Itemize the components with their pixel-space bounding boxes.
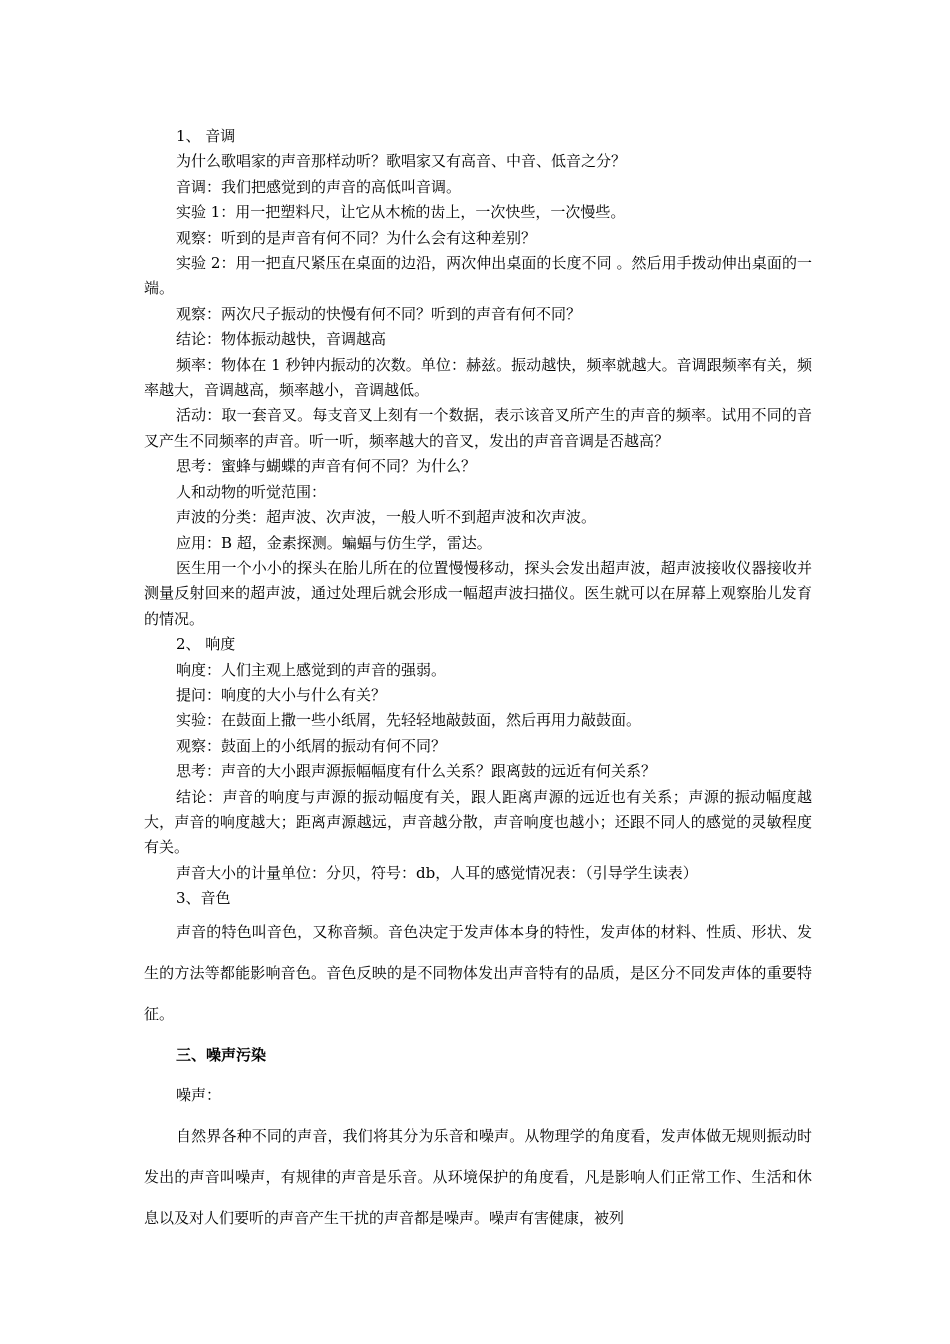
paragraph: 噪声： <box>176 1085 222 1104</box>
paragraph: 应用：B 超，金素探测。蝙蝠与仿生学，雷达。 <box>176 533 492 552</box>
paragraph: 结论：声音的响度与声源的振动幅度有关，跟人距离声源的远近也有关系；声源的振动幅度越大，声音的响度越大；距离声源越远，声音越分散，声音响度也越小；还跟不同人的感觉的灵敏程度有关。 <box>144 787 812 857</box>
paragraph: 活动：取一套音叉。每支音叉上刻有一个数据，表示该音叉所产生的声音的频率。试用不同的音叉产生不同频率的声音。听一听，频率越大的音叉，发出的声音音调是否越高？ <box>144 406 812 450</box>
paragraph: 为什么歌唱家的声音那样动听？歌唱家又有高音、中音、低音之分？ <box>176 152 627 171</box>
paragraph: 声音大小的计量单位：分贝，符号：db，人耳的感觉情况表：（引导学生读表） <box>176 863 698 882</box>
paragraph: 思考：声音的大小跟声源振幅幅度有什么关系？跟离鼓的远近有何关系？ <box>176 762 657 781</box>
paragraph: 声波的分类：超声波、次声波，一般人听不到超声波和次声波。 <box>176 508 597 527</box>
section-heading-pitch: 1、 音调 <box>176 127 236 145</box>
section-heading-loudness: 2、 响度 <box>176 635 236 654</box>
paragraph: 医生用一个小小的探头在胎儿所在的位置慢慢移动，探头会发出超声波，超声波接收仪器接收并测量反射回来的超声波，通过处理后就会形成一幅超声波扫描仪。医生就可以在屏幕上观察胎儿发育的情况。 <box>144 558 812 628</box>
paragraph: 观察：两次尺子振动的快慢有何不同？听到的声音有何不同？ <box>176 304 582 323</box>
document-page <box>144 124 812 1239</box>
paragraph: 实验：在鼓面上撒一些小纸屑，先轻轻地敲鼓面，然后再用力敲鼓面。 <box>176 711 642 730</box>
paragraph: 观察：听到的是声音有何不同？为什么会有这种差别？ <box>176 228 537 247</box>
section-heading-noise-pollution: 三、噪声污染 <box>176 1045 267 1064</box>
paragraph: 音调：我们把感觉到的声音的高低叫音调。 <box>176 177 462 196</box>
paragraph: 频率：物体在 1 秒钟内振动的次数。单位：赫兹。振动越快，频率就越大。音调跟频率有关，频率越大，音调越高，频率越小，音调越低。 <box>144 355 812 400</box>
paragraph: 实验 2：用一把直尺紧压在桌面的边沿，两次伸出桌面的长度不同 。然后用手拨动伸出桌面的一端。 <box>144 254 812 298</box>
paragraph: 思考：蜜蜂与蝴蝶的声音有何不同？为什么？ <box>176 457 477 476</box>
paragraph: 自然界各种不同的声音，我们将其分为乐音和噪声。从物理学的角度看，发声体做无规则振动时发出的声音叫噪声，有规律的声音是乐音。从环境保护的角度看，凡是影响人们正常工作、生活和休息以及对人们要听的声音产生干扰的声音都是噪声。噪声有害健康，被列 <box>144 1126 812 1227</box>
paragraph: 结论：物体振动越快，音调越高 <box>176 330 387 349</box>
paragraph: 实验 1：用一把塑料尺，让它从木梳的齿上，一次快些，一次慢些。 <box>176 203 626 222</box>
paragraph: 响度：人们主观上感觉到的声音的强弱。 <box>176 660 447 679</box>
paragraph: 观察：鼓面上的小纸屑的振动有何不同？ <box>176 736 447 755</box>
paragraph: 提问：响度的大小与什么有关？ <box>176 685 387 704</box>
paragraph: 声音的特色叫音色，又称音频。音色决定于发声体本身的特性，发声体的材料、性质、形状、发生的方法等都能影响音色。音色反映的是不同物体发出声音特有的品质，是区分不同发声体的重要特征。 <box>144 922 812 1023</box>
section-heading-timbre: 3、音色 <box>176 889 231 908</box>
paragraph: 人和动物的听觉范围： <box>176 482 327 501</box>
